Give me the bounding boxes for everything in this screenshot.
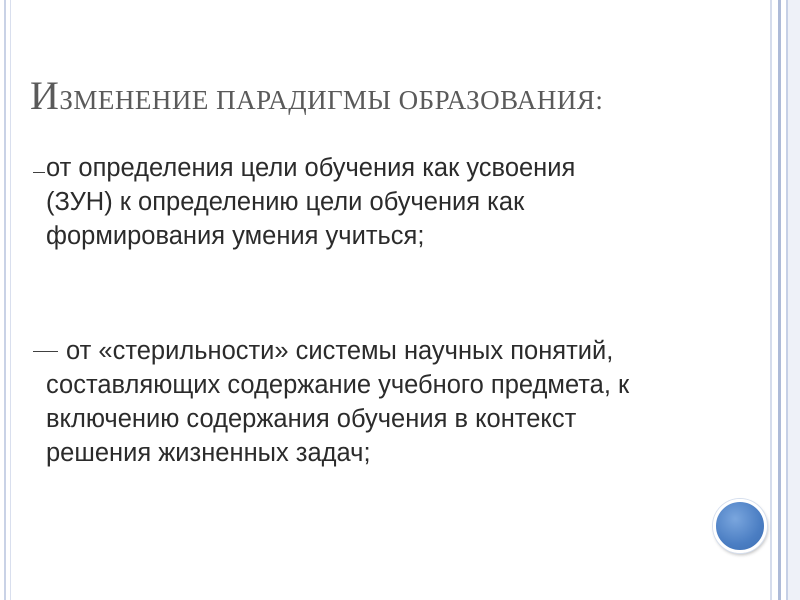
paragraph-2-line-2: составляющих содержание учебного предмета, к (46, 371, 630, 399)
paragraph-1-line-2: (ЗУН) к определению цели обучения как (46, 188, 525, 216)
paragraph-2-line-1: от «стерильности» системы научных понятий, (66, 337, 614, 365)
left-decor-bar-thin (10, 0, 11, 600)
decorative-circle (713, 499, 767, 553)
paragraph-2-line-4: решения жизненных задач; (46, 439, 371, 467)
slide-title-first-letter: И (30, 73, 60, 118)
paragraph-2-continued (46, 368, 766, 470)
paragraph-2 (46, 334, 766, 368)
paragraph-1-line-1: от определения цели обучения как усвоения (46, 154, 576, 182)
slide-title-rest: ЗМЕНЕНИЕ ПАРАДИГМЫ ОБРАЗОВАНИЯ: (59, 85, 604, 115)
slide-title (30, 72, 750, 119)
left-decor-bar (4, 0, 6, 600)
bullet-dash-1 (33, 172, 45, 173)
paragraph-2-line-3: включению содержания обучения в контекст (46, 405, 577, 433)
paragraph-1-line-3: формирования умения учиться; (46, 222, 425, 250)
paragraph-1 (46, 151, 766, 253)
right-decor-stripes (764, 0, 800, 600)
